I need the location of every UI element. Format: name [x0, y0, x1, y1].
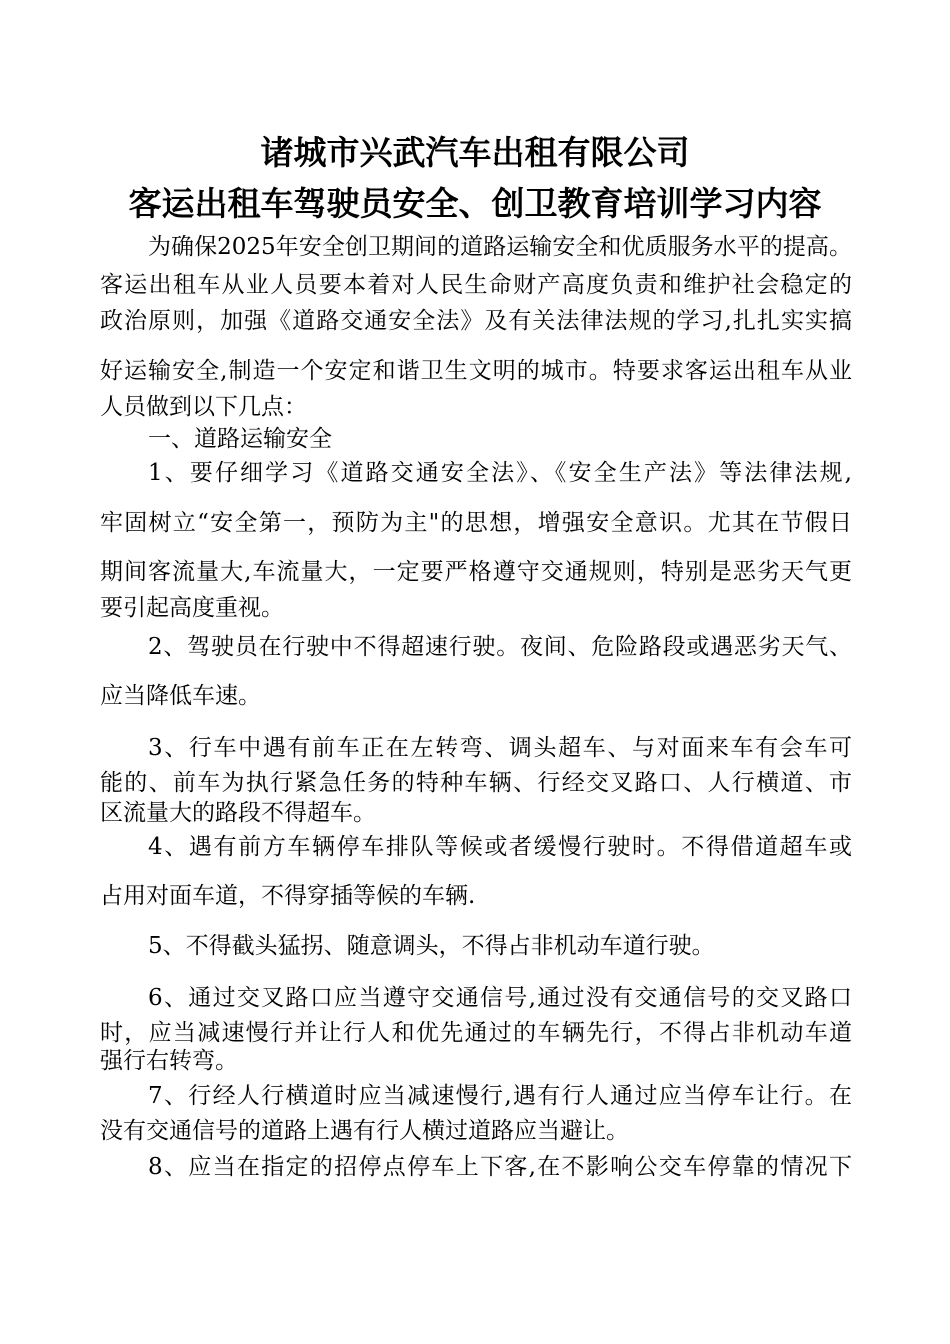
body-line: 4、遇有前方车辆停车排队等候或者缓慢行驶时。不得借道超车或: [148, 834, 852, 860]
body-line: 应当降低车速。: [100, 683, 261, 709]
body-line: 1、要仔细学习《道路交通安全法》、《安全生产法》等法律法规,: [148, 460, 852, 486]
body-line: 3、行车中遇有前车正在左转弯、调头超车、与对面来车有会车可: [148, 735, 852, 761]
body-line: 占用对面车道，不得穿插等候的车辆.: [100, 883, 476, 909]
body-line: 能的、前车为执行紧急任务的特种车辆、行经交叉路口、人行横道、市: [100, 770, 852, 796]
body-line: 时，应当减速慢行并让行人和优先通过的车辆先行，不得占非机动车道: [100, 1020, 852, 1046]
section-heading: 一、道路运输安全: [148, 426, 332, 452]
body-line: 客运出租车从业人员要本着对人民生命财产高度负责和维护社会稳定的: [100, 272, 852, 298]
body-line: 7、行经人行横道时应当减速慢行,遇有行人通过应当停车让行。在: [148, 1083, 852, 1109]
body-line: 牢固树立“安全第一，预防为主"的思想，增强安全意识。尤其在节假日: [100, 510, 852, 536]
body-line: 5、不得截头猛拐、随意调头，不得占非机动车道行驶。: [148, 933, 715, 959]
body-line: 期间客流量大,车流量大，一定要严格遵守交通规则，特别是恶劣天气更: [100, 559, 852, 585]
document-title-line-2: 客运出租车驾驶员安全、创卫教育培训学习内容: [128, 184, 822, 223]
body-line: 强行右转弯。: [100, 1048, 238, 1074]
body-line: 区流量大的路段不得超车。: [100, 800, 376, 826]
body-line: 好运输安全,制造一个安定和谐卫生文明的城市。特要求客运出租车从业: [100, 358, 852, 384]
body-line: 没有交通信号的道路上遇有行人横过道路应当避让。: [100, 1118, 629, 1144]
body-line: 人员做到以下几点：: [100, 394, 307, 420]
body-line: 6、通过交叉路口应当遵守交通信号,通过没有交通信号的交叉路口: [148, 985, 852, 1011]
body-line: 2、驾驶员在行驶中不得超速行驶。夜间、危险路段或遇恶劣天气、: [148, 634, 852, 660]
body-line: 政治原则，加强《道路交通安全法》及有关法律法规的学习,扎扎实实搞: [100, 308, 852, 334]
body-line: 为确保2025年安全创卫期间的道路运输安全和优质服务水平的提高。: [148, 234, 852, 260]
body-line: 8、应当在指定的招停点停车上下客,在不影响公交车停靠的情况下: [148, 1154, 852, 1180]
body-line: 要引起高度重视。: [100, 595, 284, 621]
document-title-line-1: 诸城市兴武汽车出租有限公司: [260, 133, 690, 172]
